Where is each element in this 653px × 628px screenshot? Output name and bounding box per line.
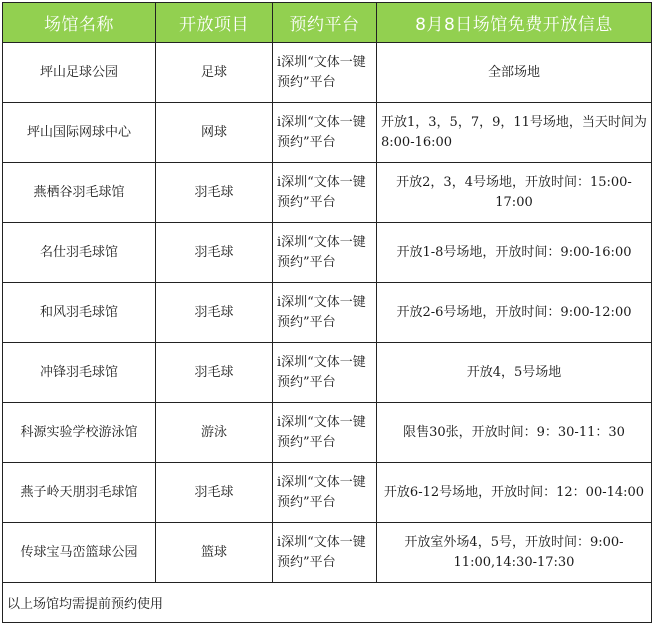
info-cell: 开放4，5号场地 <box>377 343 652 403</box>
platform-cell: i深圳“文体一键预约”平台 <box>273 523 377 583</box>
platform-cell: i深圳“文体一键预约”平台 <box>273 343 377 403</box>
venue-cell: 坪山国际网球中心 <box>3 103 156 163</box>
info-cell: 开放2，3，4号场地，开放时间：15:00-17:00 <box>377 163 652 223</box>
header-open-info: 8月8日场馆免费开放信息 <box>377 3 652 43</box>
venue-cell: 传球宝马峦篮球公园 <box>3 523 156 583</box>
venue-cell: 冲锋羽毛球馆 <box>3 343 156 403</box>
info-cell: 开放1-8号场地，开放时间：9:00-16:00 <box>377 223 652 283</box>
sport-cell: 羽毛球 <box>156 463 273 523</box>
footer-note: 以上场馆均需提前预约使用 <box>3 583 652 623</box>
platform-cell: i深圳“文体一键预约”平台 <box>273 403 377 463</box>
sport-cell: 羽毛球 <box>156 223 273 283</box>
info-cell: 开放1，3，5，7，9，11号场地，当天时间为8:00-16:00 <box>377 103 652 163</box>
venue-cell: 燕子岭天朋羽毛球馆 <box>3 463 156 523</box>
venue-cell: 和风羽毛球馆 <box>3 283 156 343</box>
sport-cell: 篮球 <box>156 523 273 583</box>
table-row <box>3 283 652 343</box>
table-row <box>3 523 652 583</box>
info-cell: 开放室外场4，5号，开放时间：9:00-11:00,14:30-17:30 <box>377 523 652 583</box>
platform-cell: i深圳“文体一键预约”平台 <box>273 223 377 283</box>
platform-cell: i深圳“文体一键预约”平台 <box>273 283 377 343</box>
sport-cell: 羽毛球 <box>156 163 273 223</box>
table-row <box>3 343 652 403</box>
info-cell: 全部场地 <box>377 43 652 103</box>
sport-cell: 游泳 <box>156 403 273 463</box>
platform-cell: i深圳“文体一键预约”平台 <box>273 163 377 223</box>
header-sport: 开放项目 <box>156 3 273 43</box>
platform-cell: i深圳“文体一键预约”平台 <box>273 103 377 163</box>
venue-schedule-table <box>2 2 652 623</box>
sport-cell: 网球 <box>156 103 273 163</box>
info-cell: 开放2-6号场地，开放时间：9:00-12:00 <box>377 283 652 343</box>
table-footer <box>3 583 652 623</box>
table-row <box>3 163 652 223</box>
table-body <box>3 43 652 583</box>
footer-row <box>3 583 652 623</box>
table-row <box>3 223 652 283</box>
info-cell: 限售30张，开放时间：9：30-11：30 <box>377 403 652 463</box>
table-row <box>3 43 652 103</box>
table-row <box>3 463 652 523</box>
header-row <box>3 3 652 43</box>
header-booking-platform: 预约平台 <box>273 3 377 43</box>
table-header <box>3 3 652 43</box>
platform-cell: i深圳“文体一键预约”平台 <box>273 43 377 103</box>
sport-cell: 羽毛球 <box>156 283 273 343</box>
table-row <box>3 103 652 163</box>
info-cell: 开放6-12号场地，开放时间：12：00-14:00 <box>377 463 652 523</box>
header-venue-name: 场馆名称 <box>3 3 156 43</box>
venue-cell: 坪山足球公园 <box>3 43 156 103</box>
sport-cell: 羽毛球 <box>156 343 273 403</box>
venue-cell: 名仕羽毛球馆 <box>3 223 156 283</box>
table-row <box>3 403 652 463</box>
venue-cell: 燕栖谷羽毛球馆 <box>3 163 156 223</box>
venue-cell: 科源实验学校游泳馆 <box>3 403 156 463</box>
sport-cell: 足球 <box>156 43 273 103</box>
platform-cell: i深圳“文体一键预约”平台 <box>273 463 377 523</box>
